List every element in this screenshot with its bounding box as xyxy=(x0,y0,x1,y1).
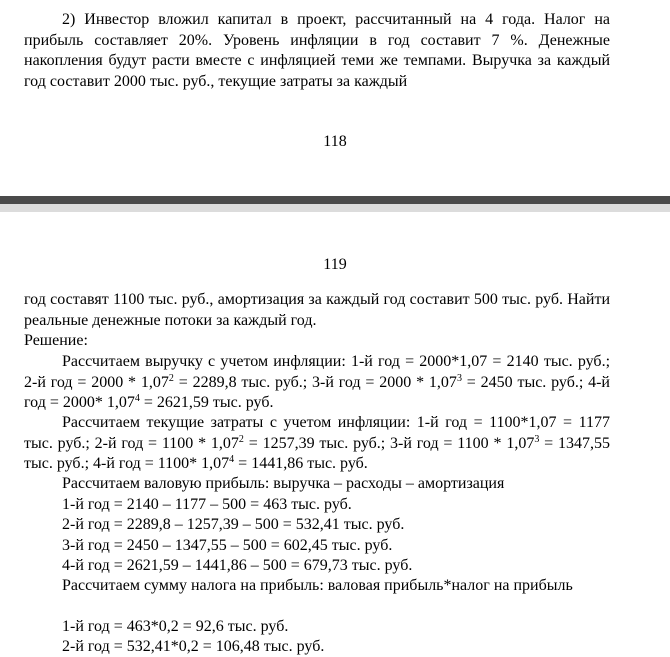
continuation-paragraph xyxy=(24,290,610,331)
gross-profit-year-3: 3-й год = 2450 – 1347,55 – 500 = 602,45 тыс. руб. xyxy=(62,537,393,554)
task-paragraph xyxy=(24,10,610,92)
page-118 xyxy=(0,0,670,196)
page-number-119: 119 xyxy=(323,256,347,273)
revenue-line-3b: = 2621,59 тыс. руб. xyxy=(139,394,274,411)
revenue-line-2b: = 2289,8 тыс. руб.; 3-й год = 2000 * 1,07 xyxy=(173,373,457,391)
task-line-3: Денежные накопления будут расти вместе с инфляцией теми же темпами. xyxy=(24,31,610,69)
revenue-line-1: Рассчитаем выручку с учетом инфляции: 1-й год = 2000*1,07 = 2140 xyxy=(62,353,539,370)
costs-line-3b: = 1347,55 тыс. руб.; 4-й год = 1100* 1,07 xyxy=(24,434,611,472)
exponent: 2 xyxy=(168,372,174,384)
revenue-line-2a: тыс. руб.; 2-й год = 2000 * 1,07 xyxy=(24,353,611,391)
page-number-118: 118 xyxy=(323,133,347,150)
costs-paragraph xyxy=(24,413,610,475)
revenue-line-2c: = xyxy=(461,373,476,391)
continuation-line-1: год составят 1100 тыс. руб., амортизация за каждый год составит 500 тыс. xyxy=(24,291,531,308)
gross-profit-year-4: 4-й год = 2621,59 – 1441,86 – 500 = 679,73 тыс. руб. xyxy=(62,557,413,574)
costs-line-3c: = 1441,86 тыс. руб. xyxy=(234,455,368,472)
tax-year-2: 2-й год = 532,41*0,2 = 106,48 тыс. руб. xyxy=(62,638,325,655)
task-line-1: 2) Инвестор вложил капитал в проект, рассчитанный на 4 года. Налог xyxy=(62,11,586,28)
exponent: 2 xyxy=(238,433,244,445)
exponent: 4 xyxy=(229,454,235,465)
continuation-line-2: руб. Найти реальные денежные потоки за каждый год. xyxy=(24,291,611,329)
gross-profit-year-2: 2-й год = 2289,8 – 1257,39 – 500 = 532,41 тыс. руб. xyxy=(62,516,405,533)
exponent: 3 xyxy=(534,433,540,445)
task-line-4: Выручка за каждый год составит 2000 тыс. руб., текущие затраты за каждый xyxy=(24,52,611,90)
revenue-paragraph xyxy=(24,352,610,414)
gross-profit-year-1: 1-й год = 2140 – 1177 – 500 = 463 тыс. руб. xyxy=(62,496,352,513)
task-line-2: на прибыль составляет 20%. Уровень инфляции в год составит 7 %. xyxy=(24,11,611,49)
page-119 xyxy=(0,212,670,656)
exponent: 4 xyxy=(134,393,140,404)
gross-profit-heading: Рассчитаем валовую прибыль: выручка – расходы – амортизация xyxy=(62,475,505,492)
tax-heading-line-1: Рассчитаем сумму налога на прибыль: валовая прибыль*налог на xyxy=(62,577,510,594)
solution-label: Решение: xyxy=(24,332,88,349)
tax-paragraph xyxy=(24,576,610,597)
revenue-line-3a: 2450 тыс. руб.; 4-й год = 2000* 1,07 xyxy=(24,373,610,411)
costs-line-2a: 1177 тыс. руб.; 2-й год = 1100 * 1,07 xyxy=(24,414,611,452)
costs-line-2b: = 1257,39 тыс. руб.; 3-й год = 1100 * xyxy=(243,434,502,452)
costs-line-3a: 1,07 xyxy=(506,434,535,452)
tax-heading-line-2: прибыль xyxy=(513,577,573,594)
costs-line-1: Рассчитаем текущие затраты с учетом инфляции: 1-й год = 1100*1,07 = xyxy=(62,414,573,431)
tax-year-1: 1-й год = 463*0,2 = 92,6 тыс. руб. xyxy=(62,618,289,635)
page-separator-line xyxy=(0,196,670,204)
exponent: 3 xyxy=(456,372,462,384)
